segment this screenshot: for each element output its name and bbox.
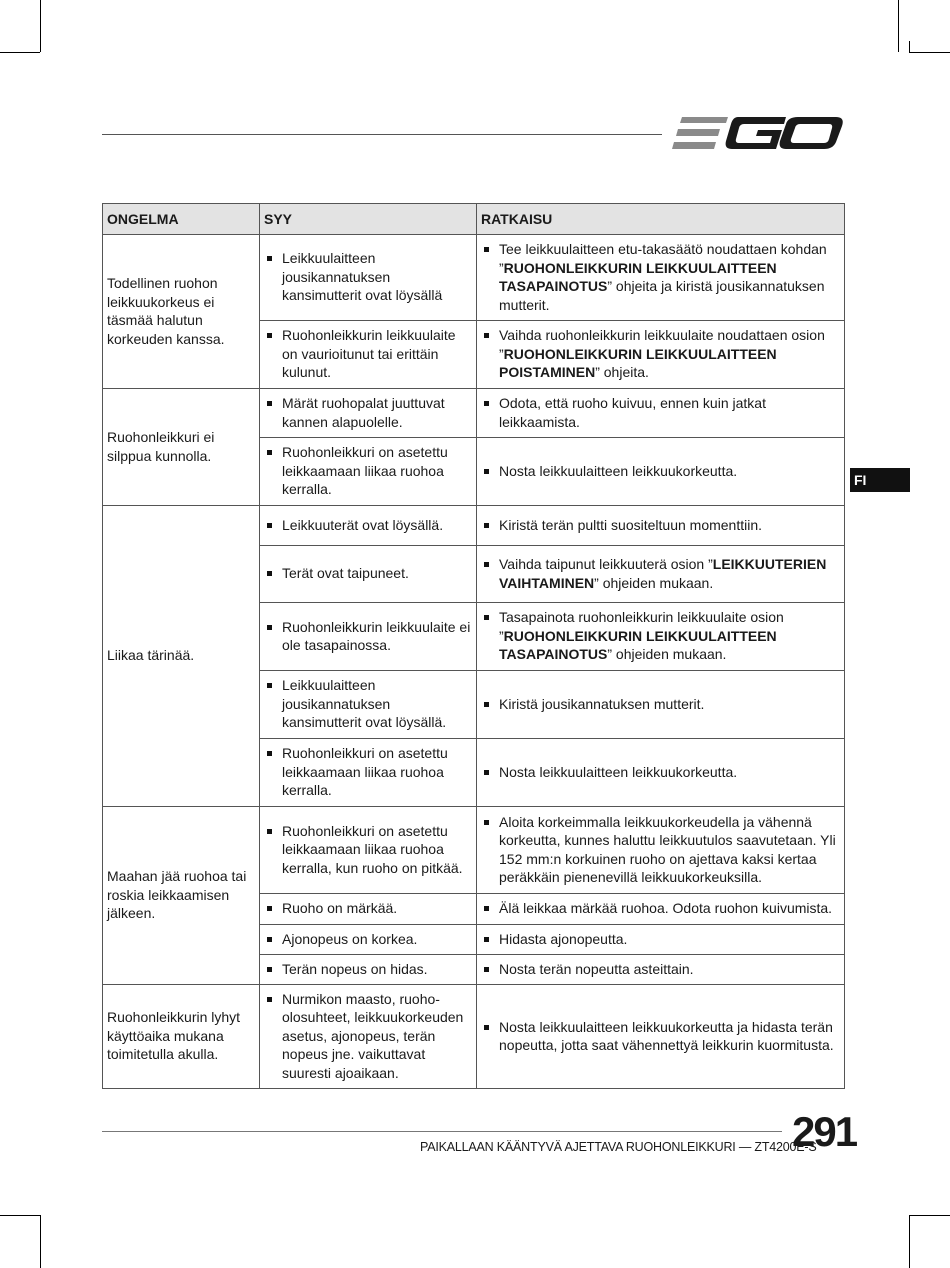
solution-cell [477,925,845,955]
page-number: 291 [792,1108,857,1155]
solution-cell [477,235,845,321]
solution-text-segment: Nosta leikkuulaitteen leikkuukorkeutta ja hidasta terän nopeutta, jotta saat vähennettyä leikkurin kuormitusta. [499,1018,834,1053]
troubleshooting-table [102,203,845,1089]
cause-text: Ruohonleikkuri on asetettu leikkaamaan liikaa ruohoa kerralla. [282,745,448,799]
solution-text-segment: Nosta terän nopeutta asteittain. [499,960,694,977]
cause-text: Ruoho on märkää. [282,900,398,917]
cause-cell [260,321,477,389]
solution-text-segment: Vaihda ruohonleikkurin leikkuulaite noudattaen osion ” [499,327,825,362]
header-solution: RATKAISU [477,204,845,235]
solution-text-segment: Älä leikkaa märkää ruohoa. Odota ruohon kuivumista. [499,900,833,917]
solution-cell [477,894,845,925]
bullet-icon [267,751,272,756]
bullet-icon [267,401,272,406]
bullet-icon [267,967,272,972]
solution-text [499,394,840,431]
solution-bold-reference: RUOHONLEIKKURIN LEIKKUULAITTEEN POISTAMINEN [499,345,777,381]
solution-cell [477,321,845,389]
cause-cell [260,739,477,807]
crop-mark [40,1215,41,1268]
solution-text [499,899,840,918]
solution-text [499,326,840,382]
cause-cell [260,925,477,955]
bullet-icon [267,625,272,630]
bullet-icon [484,906,489,911]
cause-cell [260,671,477,739]
solution-text-segment: Vaihda taipunut leikkuuterä osion ” [499,556,713,572]
cause-text: Leikkuulaitteen jousikannatuksen kansimutterit ovat löysällä. [282,677,447,731]
solution-cell [477,546,845,603]
bullet-icon [484,615,489,620]
bullet-icon [484,523,489,528]
bullet-icon [267,333,272,338]
cause-text: Terät ovat taipuneet. [282,565,409,582]
bullet-icon [484,562,489,567]
bullet-icon [484,702,489,707]
bullet-icon [484,967,489,972]
cause-cell [260,894,477,925]
solution-text [499,960,840,979]
cause-cell [260,506,477,546]
solution-cell [477,955,845,985]
problem-cell: Liikaa tärinää. [103,506,260,807]
bullet-icon [267,450,272,455]
solution-text-segment: ” ohjeiden mukaan. [607,646,727,663]
solution-text [499,240,840,314]
solution-text-segment: Hidasta ajonopeutta. [499,930,628,947]
bullet-icon [267,683,272,688]
cause-text: Märät ruohopalat juuttuvat kannen alapuolelle. [282,395,445,430]
table-row [103,807,845,894]
solution-cell [477,671,845,739]
problem-cell: Ruohonleikkuri ei silppua kunnolla. [103,389,260,506]
crop-mark [909,1215,950,1216]
solution-text-segment: ” ohjeiden mukaan. [594,574,714,591]
footer-rule [102,1131,782,1132]
cause-text: Ruohonleikkuri on asetettu leikkaamaan liikaa ruohoa kerralla, kun ruoho on pitkää. [282,822,463,876]
solution-text-segment: Nosta leikkuulaitteen leikkuukorkeutta. [499,462,738,479]
bullet-icon [484,820,489,825]
crop-mark [40,0,41,52]
solution-text [499,555,840,592]
cause-cell [260,603,477,671]
cause-cell [260,955,477,985]
solution-text-segment: Aloita korkeimmalla leikkuukorkeudella ja vähennä korkeutta, kunnes haluttu leikkuutulos saavutetaan. Yli 152 mm:n korkuinen ruoho on ajettava kaksi kertaa peräkkäin pienenevillä leikkuukorkeuksilla. [499,813,836,885]
table-header-row [103,204,845,235]
solution-text [499,695,840,714]
solution-cell [477,603,845,671]
cause-cell [260,546,477,603]
cause-text: Ruohonleikkurin leikkuulaite on vaurioitunut tai erittäin kulunut. [282,327,456,381]
cause-text: Ruohonleikkuri on asetettu leikkaamaan liikaa ruohoa kerralla. [282,444,448,498]
bullet-icon [267,906,272,911]
solution-text-segment: Kiristä jousikannatuksen mutterit. [499,695,705,712]
solution-text-segment: ” ohjeita ja kiristä jousikannatuksen mutterit. [499,278,825,313]
solution-text [499,462,840,481]
solution-cell [477,807,845,894]
bullet-icon [484,770,489,775]
cause-cell [260,807,477,894]
table-row [103,985,845,1089]
language-tab: FI [850,468,910,492]
cause-cell [260,235,477,321]
bullet-icon [267,937,272,942]
crop-mark [0,52,40,53]
solution-text [499,516,840,535]
solution-cell [477,438,845,506]
solution-text [499,1018,840,1055]
bullet-icon [267,523,272,528]
ego-logo [672,112,844,154]
solution-text-segment: Tasapainota ruohonleikkurin leikkuulaite osion ” [499,609,784,644]
bullet-icon [267,997,272,1002]
cause-text: Leikkuulaitteen jousikannatuksen kansimutterit ovat löysällä [282,250,443,304]
solution-text-segment: Nosta leikkuulaitteen leikkuukorkeutta. [499,763,738,780]
bullet-icon [484,247,489,252]
bullet-icon [484,1025,489,1030]
solution-bold-reference: RUOHONLEIKKURIN LEIKKUULAITTEEN TASAPAINOTUS [499,259,777,294]
crop-mark [909,1215,910,1268]
cause-text: Ajonopeus on korkea. [282,930,418,947]
crop-mark [898,0,899,52]
header-rule [102,134,662,135]
table-row [103,506,845,546]
solution-bold-reference: RUOHONLEIKKURIN LEIKKUULAITTEEN TASAPAINOTUS [499,627,777,663]
cause-text: Leikkuuterät ovat löysällä. [282,516,444,533]
solution-text-segment: Tee leikkuulaitteen etu-takasäätö noudattaen kohdan ” [499,241,827,276]
solution-text [499,608,840,664]
solution-cell [477,506,845,546]
problem-cell: Maahan jää ruohoa tai roskia leikkaamisen jälkeen. [103,807,260,985]
bullet-icon [484,401,489,406]
solution-text-segment: ” ohjeita. [595,364,649,381]
solution-text [499,813,840,887]
bullet-icon [484,469,489,474]
problem-cell: Todellinen ruohon leikkuukorkeus ei täsmää halutun korkeuden kanssa. [103,235,260,389]
solution-cell [477,739,845,807]
problem-cell: Ruohonleikkurin lyhyt käyttöaika mukana toimitetulla akulla. [103,985,260,1089]
solution-text-segment: Odota, että ruoho kuivuu, ennen kuin jatkat leikkaamista. [499,395,766,430]
cause-text: Terän nopeus on hidas. [282,960,428,977]
solution-cell [477,389,845,438]
bullet-icon [267,829,272,834]
header-problem: ONGELMA [103,204,260,235]
header-cause: SYY [260,204,477,235]
cause-cell [260,438,477,506]
solution-text-segment: Kiristä terän pultti suositeltuun momenttiin. [499,516,763,533]
solution-bold-reference: LEIKKUUTERIEN VAIHTAMINEN [499,556,827,591]
crop-mark [0,1215,40,1216]
cause-text: Ruohonleikkurin leikkuulaite ei ole tasapainossa. [282,618,471,653]
bullet-icon [484,333,489,338]
table-row [103,235,845,321]
cause-cell [260,389,477,438]
solution-text [499,763,840,782]
solution-cell [477,985,845,1089]
bullet-icon [267,571,272,576]
footer-title: PAIKALLAAN KÄÄNTYVÄ AJETTAVA RUOHONLEIKKURI — ZT4200E-S [420,1140,817,1154]
table-row [103,389,845,438]
bullet-icon [267,256,272,261]
cause-cell [260,985,477,1089]
bullet-icon [484,937,489,942]
cause-text: Nurmikon maasto, ruoho-olosuhteet, leikkuukorkeuden asetus, ajonopeus, terän nopeus jne. vaikuttavat suuresti ajoaikaan. [282,990,464,1081]
crop-mark [909,52,950,53]
solution-text [499,930,840,949]
